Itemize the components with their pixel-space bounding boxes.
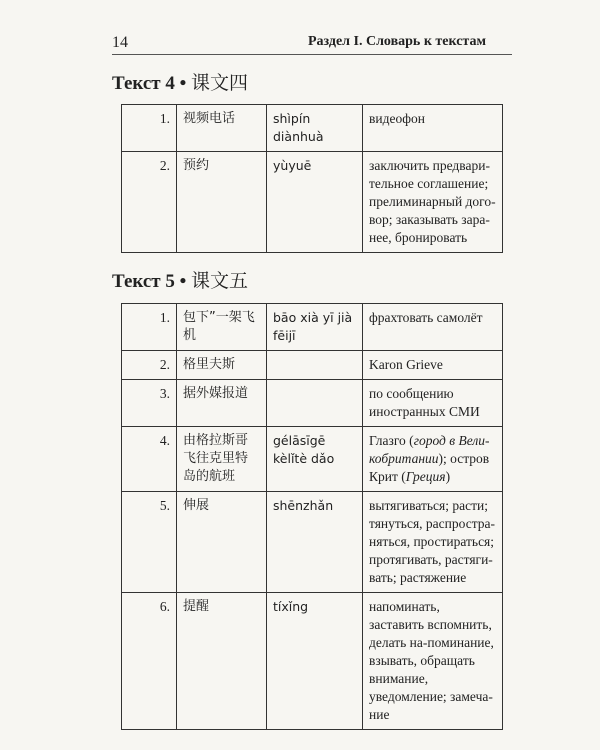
russian-translation: Karon Grieve [363, 351, 503, 380]
section-title-ru: Текст 4 • [112, 73, 187, 94]
page-number: 14 [112, 34, 128, 51]
table-row [122, 351, 503, 380]
translation-part: Глазго ( [369, 433, 414, 448]
section-title-zh: 课文四 [191, 72, 249, 94]
row-number: 5. [122, 492, 177, 593]
chinese-term: 格里夫斯 [177, 351, 267, 380]
section-title-text-5 [112, 266, 248, 293]
row-number: 3. [122, 380, 177, 427]
russian-translation [363, 427, 503, 492]
russian-translation: по сообщению иностранных СМИ [363, 380, 503, 427]
translation-part: ) [445, 469, 451, 484]
section-title-text-4 [112, 68, 248, 95]
section-title-ru: Текст 5 • [112, 271, 187, 292]
pinyin: shìpín diànhuà [267, 105, 363, 152]
row-number: 2. [122, 351, 177, 380]
pinyin: gélāsīgē kèlǐtè dǎo [267, 427, 363, 492]
russian-translation: заключить предвари-тельное соглашение; прелиминарный дого-вор; заказывать зара-нее, бронировать [363, 152, 503, 253]
russian-translation: видеофон [363, 105, 503, 152]
chinese-term: 伸展 [177, 492, 267, 593]
row-number: 2. [122, 152, 177, 253]
pinyin: shēnzhǎn [267, 492, 363, 593]
row-number: 1. [122, 105, 177, 152]
chinese-term: 包下”一架飞机 [177, 304, 267, 351]
translation-note: город в Вели-кобритании [369, 433, 490, 466]
translation-part: ); остров Крит ( [369, 451, 490, 484]
section-title-zh: 课文五 [191, 270, 249, 292]
row-number: 1. [122, 304, 177, 351]
table-row [122, 304, 503, 351]
vocabulary-table-text-4 [121, 104, 503, 253]
translation-note: Греция [405, 469, 446, 484]
running-title: Раздел I. Словарь к текстам [307, 34, 486, 49]
table-row [122, 427, 503, 492]
pinyin: bāo xià yī jià fēijī [267, 304, 363, 351]
table-row [122, 152, 503, 253]
russian-translation: вытягиваться; расти; тянуться, распростра-няться, простираться; протягивать, растяги-вать; растяжение [363, 492, 503, 593]
chinese-term: 由格拉斯哥飞往克里特岛的航班 [177, 427, 267, 492]
chinese-term: 据外媒报道 [177, 380, 267, 427]
table-row [122, 105, 503, 152]
table-row [122, 492, 503, 593]
pinyin: tíxǐng [267, 593, 363, 730]
chinese-term: 提醒 [177, 593, 267, 730]
pinyin [267, 351, 363, 380]
row-number: 4. [122, 427, 177, 492]
vocabulary-table-text-5 [121, 303, 503, 730]
russian-translation: напоминать, заставить вспомнить, делать на-поминание, взывать, обращать внимание, уведомление; замеча-ние [363, 593, 503, 730]
chinese-term: 预约 [177, 152, 267, 253]
russian-translation: фрахтовать самолёт [363, 304, 503, 351]
chinese-term: 视频电话 [177, 105, 267, 152]
table-row [122, 593, 503, 730]
pinyin [267, 380, 363, 427]
pinyin: yùyuē [267, 152, 363, 253]
table-row [122, 380, 503, 427]
page-header [112, 30, 512, 55]
row-number: 6. [122, 593, 177, 730]
